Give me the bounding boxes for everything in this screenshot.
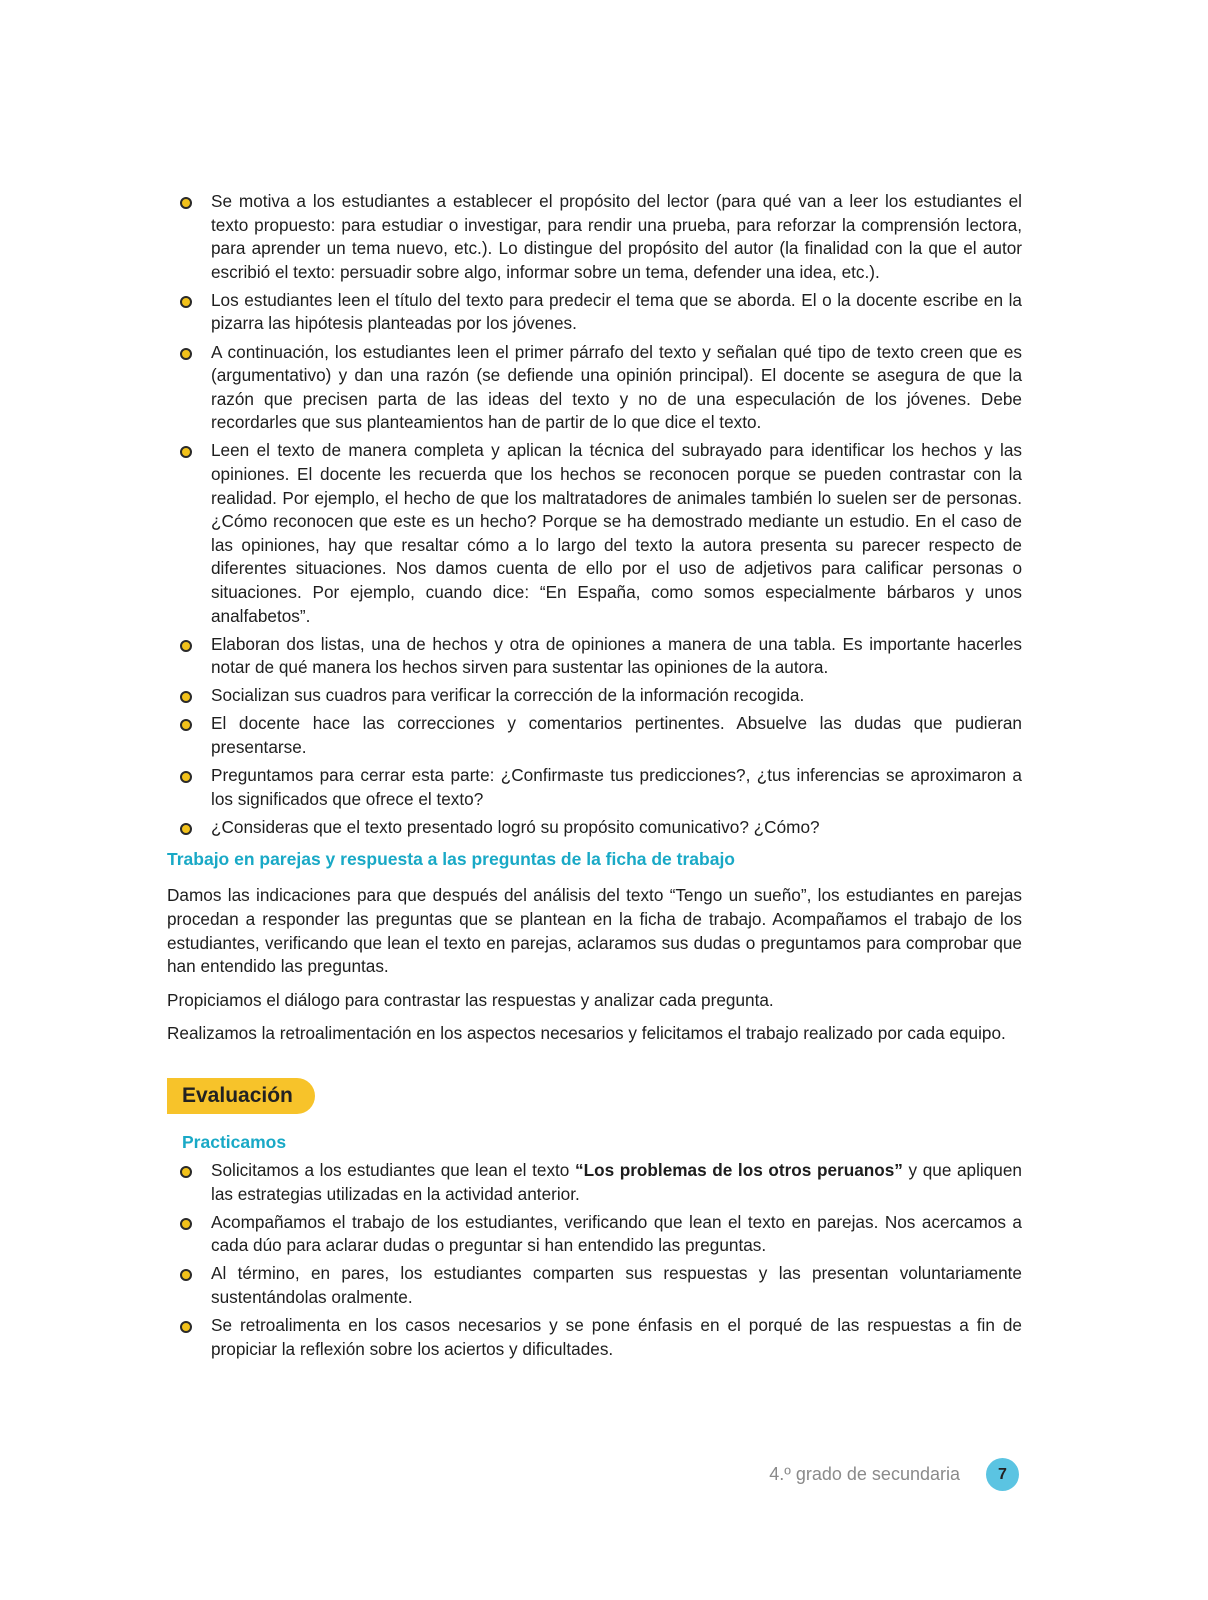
list-item-text-end: y que apliquen las estrategias utilizadas en la actividad anterior.	[211, 1160, 1022, 1204]
paragraph: Damos las indicaciones para que después del análisis del texto “Tengo un sueño”, los estudiantes en parejas procedan a responder las preguntas que se plantean en la ficha de trabajo. Acompañamos el trabajo de los estudiantes, verificando que lean el texto en parejas, aclaramos sus dudas o preguntamos para comprobar que han entendido las preguntas.	[167, 885, 1022, 977]
bullet-icon	[180, 771, 192, 783]
page-footer	[700, 1458, 1022, 1492]
grade-label: 4.º grado de secundaria	[769, 1464, 960, 1484]
page-content	[167, 190, 1022, 1366]
bullet-icon	[180, 823, 192, 835]
list-item-text: El docente hace las correcciones y comentarios pertinentes. Absuelve las dudas que pudieran presentarse.	[211, 713, 1022, 758]
page-number-badge: 7	[986, 1458, 1019, 1491]
list-item	[167, 684, 1022, 708]
list-item	[167, 764, 1022, 811]
list-item-text: Se retroalimenta en los casos necesarios y se pone énfasis en el porqué de las respuestas a fin de propiciar la reflexión sobre los aciertos y dificultades.	[211, 1315, 1022, 1359]
section-heading: Trabajo en parejas y respuesta a las preguntas de la ficha de trabajo	[167, 849, 735, 870]
text-title-bold: “Los problemas de los otros peruanos”	[574, 1160, 903, 1180]
list-item-text: A continuación, los estudiantes leen el primer párrafo del texto y señalan qué tipo de texto creen que es (argumentativo) y dan una razón (se defiende una opinión principal). El docente se asegura de que la razón que precisen parta de las ideas del texto y no de una especulación de los jóvenes. Debe recordarles que sus planteamientos han de partir de lo que dice el texto.	[211, 341, 1022, 433]
list-item-text: Se motiva a los estudiantes a establecer el propósito del lector (para qué van a leer los estudiantes el texto propuesto: para estudiar o investigar, para rendir una prueba, para reforzar la comprensión lectora, para aprender un tema nuevo, etc.). Lo distingue del propósito del autor (la finalidad con la que el autor escribió el texto: persuadir sobre algo, informar sobre un tema, defender una idea, etc.).	[211, 191, 1022, 282]
bullet-icon	[180, 446, 192, 458]
practice-heading: Practicamos	[182, 1132, 287, 1152]
evaluation-section-tab: Evaluación	[167, 1078, 315, 1114]
list-item	[167, 712, 1022, 759]
list-item-text: Acompañamos el trabajo de los estudiantes, verificando que lean el texto en parejas. Nos acercamos a cada dúo para aclarar dudas o preguntar si han entendido las preguntas.	[211, 1211, 1022, 1256]
bullet-icon	[180, 691, 192, 703]
list-item	[167, 816, 1022, 840]
list-item-text: Socializan sus cuadros para verificar la corrección de la información recogida.	[211, 685, 805, 706]
bullet-icon	[180, 197, 192, 209]
bullet-icon	[180, 1321, 192, 1333]
bullet-icon	[180, 1218, 192, 1230]
list-item	[167, 1262, 1022, 1309]
bullet-icon	[180, 1166, 192, 1178]
list-item-text-start: Solicitamos a los estudiantes que lean el texto	[211, 1160, 575, 1180]
list-item	[167, 1159, 1022, 1206]
bullet-icon	[180, 348, 192, 360]
practice-bullet-list	[167, 1159, 1022, 1361]
bullet-icon	[180, 1269, 192, 1281]
list-item	[167, 190, 1022, 284]
list-item-text: Los estudiantes leen el título del texto para predecir el tema que se aborda. El o la docente escribe en la pizarra las hipótesis planteadas por los jóvenes.	[211, 289, 1022, 334]
list-item-text: Elaboran dos listas, una de hechos y otra de opiniones a manera de una tabla. Es importante hacerles notar de qué manera los hechos sirven para sustentar las opiniones de la autora.	[211, 633, 1022, 678]
bullet-icon	[180, 640, 192, 652]
list-item	[167, 341, 1022, 435]
list-item-text: Preguntamos para cerrar esta parte: ¿Confirmaste tus predicciones?, ¿tus inferencias se aproximaron a los significados que ofrece el texto?	[211, 765, 1022, 809]
list-item-text: ¿Consideras que el texto presentado logró su propósito comunicativo? ¿Cómo?	[211, 816, 820, 837]
bullet-icon	[180, 719, 192, 731]
list-item	[167, 1314, 1022, 1361]
bullet-icon	[180, 296, 192, 308]
list-item-text: Leen el texto de manera completa y aplican la técnica del subrayado para identificar los hechos y las opiniones. El docente les recuerda que los hechos se reconocen porque se pueden contrastar con la realidad. Por ejemplo, el hecho de que los maltratadores de animales también lo suelen ser de personas. ¿Cómo reconocen que este es un hecho? Porque se ha demostrado mediante un estudio. En el caso de las opiniones, hay que resaltar cómo a lo largo del texto la autora presenta su parecer respecto de diferentes situaciones. Nos damos cuenta de ello por el uso de adjetivos para calificar personas o situaciones. Por ejemplo, cuando dice: “En España, como somos especialmente bárbaros y unos analfabetos”.	[211, 440, 1022, 626]
list-item	[167, 439, 1022, 628]
paragraph: Realizamos la retroalimentación en los aspectos necesarios y felicitamos el trabajo realizado por cada equipo.	[167, 1023, 1006, 1044]
list-item	[167, 289, 1022, 336]
paragraph: Propiciamos el diálogo para contrastar las respuestas y analizar cada pregunta.	[167, 989, 774, 1010]
intro-bullet-list	[167, 190, 1022, 839]
list-item	[167, 633, 1022, 680]
list-item-text: Al término, en pares, los estudiantes comparten sus respuestas y las presentan voluntariamente sustentándolas oralmente.	[211, 1263, 1022, 1307]
list-item	[167, 1211, 1022, 1258]
